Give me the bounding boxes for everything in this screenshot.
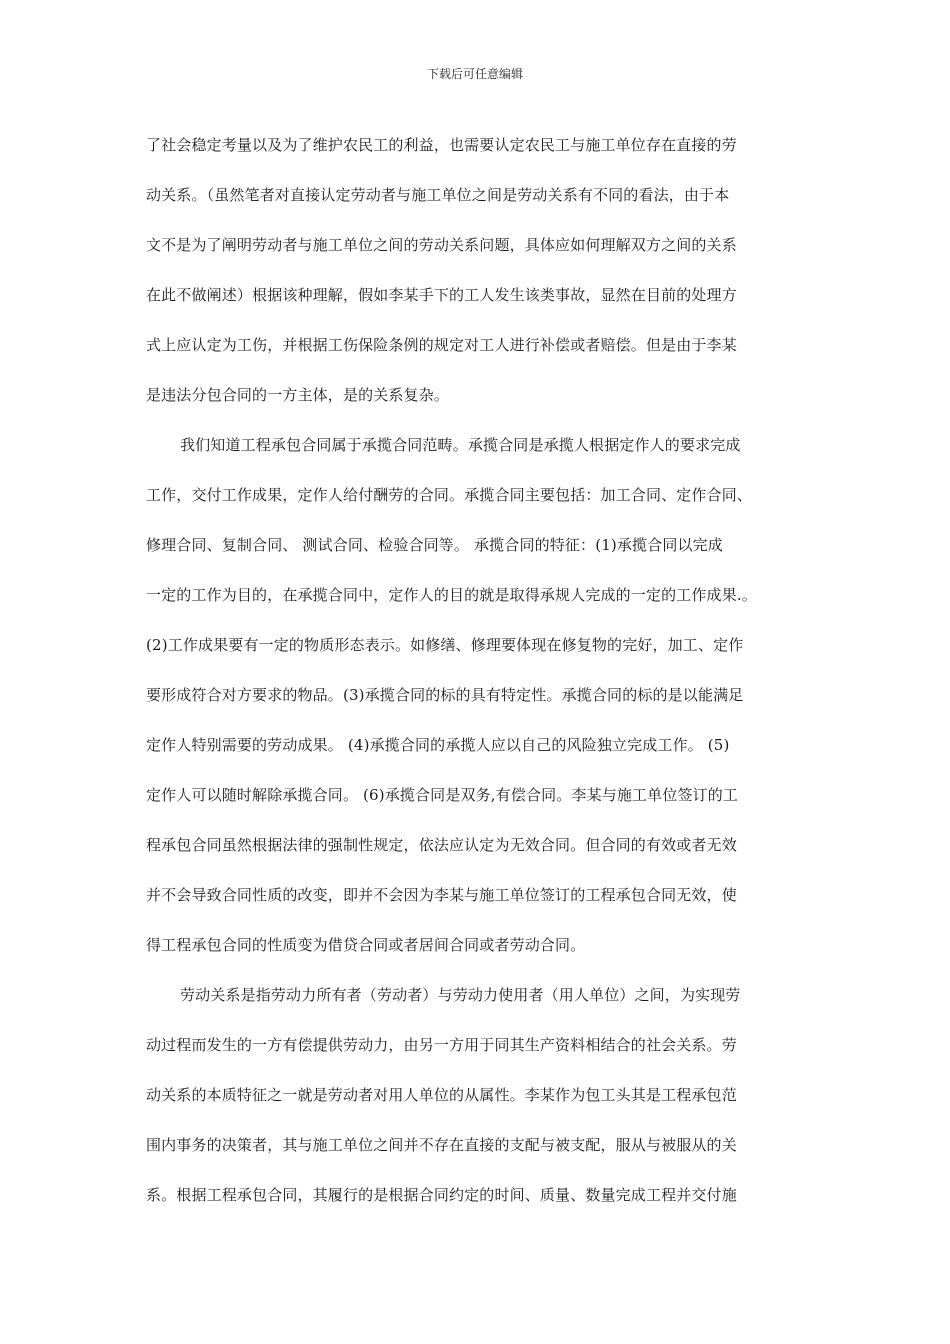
text-line: (2)工作成果要有一定的物质形态表示。如修缮、修理要体现在修复物的完好，加工、定作 [146,636,744,654]
text-line: 定作人可以随时解除承揽合同。 (6)承揽合同是双务,有偿合同。李某与施工单位签订的工 [146,786,739,804]
text-line: 我们知道工程承包合同属于承揽合同范畴。承揽合同是承揽人根据定作人的要求完成 [180,436,741,454]
text-line: 动关系。（虽然笔者对直接认定劳动者与施工单位之间是劳动关系有不同的看法，由于本 [146,186,730,204]
text-line: 劳动关系是指劳动力所有者（劳动者）与劳动力使用者（用人单位）之间，为实现劳 [180,986,741,1004]
text-line: 工作，交付工作成果，定作人给付酬劳的合同。承揽合同主要包括：加工合同、定作合同、 [146,486,753,504]
page-header: 下载后可任意编辑 [426,67,523,81]
text-line: 动过程而发生的一方有偿提供劳动力，由另一方用于同其生产资料相结合的社会关系。劳 [146,1036,737,1054]
text-line: 式上应认定为工伤，并根据工伤保险条例的规定对工人进行补偿或者赔偿。但是由于李某 [146,336,737,354]
text-line: 了社会稳定考量以及为了维护农民工的利益，也需要认定农民工与施工单位存在直接的劳 [146,136,737,154]
text-line: 围内事务的决策者，其与施工单位之间并不存在直接的支配与被支配，服从与被服从的关 [146,1136,737,1154]
text-line: 是违法分包合同的一方主体，是的关系复杂。 [146,386,450,404]
paragraph-2 [146,420,806,970]
text-line: 文不是为了阐明劳动者与施工单位之间的劳动关系问题，具体应如何理解双方之间的关系 [146,236,737,254]
document-body [146,120,806,1220]
text-line: 在此不做阐述）根据该种理解，假如李某手下的工人发生该类事故，显然在目前的处理方 [146,286,737,304]
text-line: 程承包合同虽然根据法律的强制性规定，依法应认定为无效合同。但合同的有效或者无效 [146,836,737,854]
text-line: 系。根据工程承包合同，其履行的是根据合同约定的时间、质量、数量完成工程并交付施 [146,1186,737,1204]
text-line: 动关系的本质特征之一就是劳动者对用人单位的从属性。李某作为包工头其是工程承包范 [146,1086,737,1104]
paragraph-3 [146,970,806,1220]
text-line: 得工程承包合同的性质变为借贷合同或者居间合同或者劳动合同。 [146,936,586,954]
text-line: 要形成符合对方要求的物品。(3)承揽合同的标的具有特定性。承揽合同的标的是以能满足 [146,686,744,704]
text-line: 并不会导致合同性质的改变，即并不会因为李某与施工单位签订的工程承包合同无效，使 [146,886,737,904]
paragraph-1 [146,120,806,420]
text-line: 定作人特别需要的劳动成果。 (4)承揽合同的承揽人应以自己的风险独立完成工作。 (5) [146,736,730,754]
text-line: 修理合同、复制合同、 测试合同、检验合同等。 承揽合同的特征：(1)承揽合同以完成 [146,536,723,554]
text-line: 一定的工作为目的，在承揽合同中，定作人的目的就是取得承规人完成的一定的工作成果.。 [146,586,757,604]
